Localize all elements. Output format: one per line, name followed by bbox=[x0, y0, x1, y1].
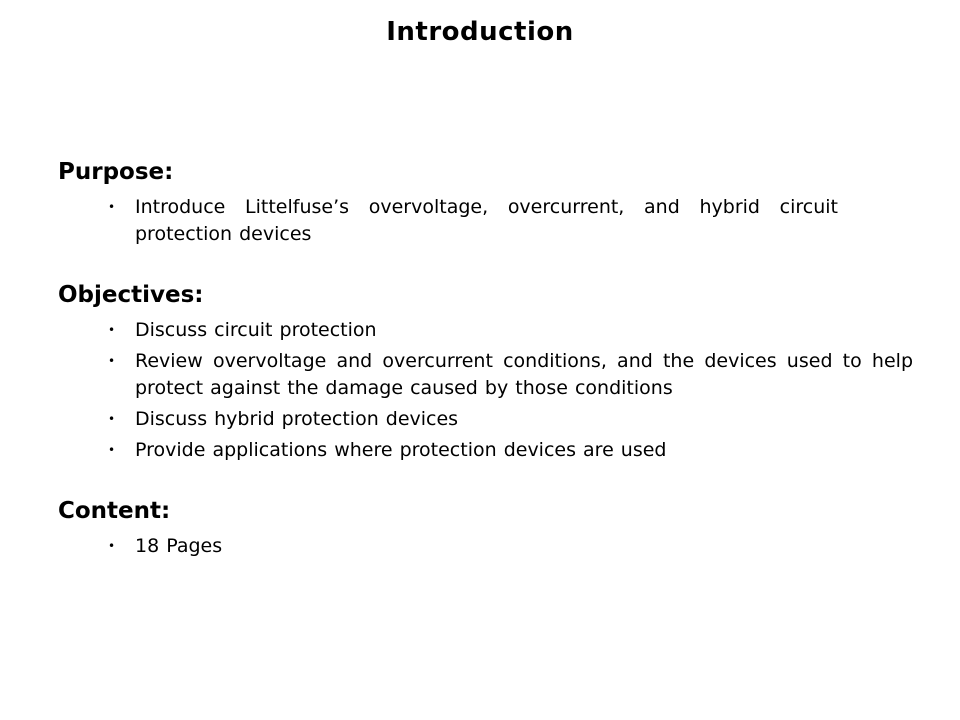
purpose-bullet-list bbox=[58, 194, 920, 248]
bullet-icon: • bbox=[108, 412, 116, 426]
bullet-text: Discuss circuit protection bbox=[135, 319, 377, 341]
section-content bbox=[58, 497, 920, 560]
bullet-text: Introduce Littelfuse’s overvoltage, overcurrent, and hybrid circuit protection devices bbox=[135, 196, 838, 245]
bullet-text: Provide applications where protection devices are used bbox=[135, 439, 667, 461]
bullet-icon: • bbox=[108, 323, 116, 337]
objectives-heading: Objectives: bbox=[58, 282, 204, 308]
list-item bbox=[58, 406, 920, 433]
bullet-icon: • bbox=[108, 200, 116, 214]
list-item bbox=[58, 533, 920, 560]
bullet-text: Review overvoltage and overcurrent conditions, and the devices used to help protect against the damage caused by those conditions bbox=[135, 350, 913, 399]
list-item bbox=[58, 317, 920, 344]
section-purpose bbox=[58, 158, 920, 248]
list-item bbox=[58, 437, 920, 464]
bullet-text: 18 Pages bbox=[135, 535, 223, 557]
content-bullet-list bbox=[58, 533, 920, 560]
bullet-icon: • bbox=[108, 443, 116, 457]
bullet-text: Discuss hybrid protection devices bbox=[135, 408, 459, 430]
list-item bbox=[58, 194, 920, 248]
content-heading: Content: bbox=[58, 498, 171, 524]
list-item bbox=[58, 348, 920, 402]
objectives-bullet-list bbox=[58, 317, 920, 464]
slide-body bbox=[0, 158, 960, 560]
slide-title: Introduction bbox=[386, 17, 574, 47]
bullet-icon: • bbox=[108, 354, 116, 368]
section-objectives bbox=[58, 281, 920, 464]
bullet-icon: • bbox=[108, 539, 116, 553]
purpose-heading: Purpose: bbox=[58, 159, 174, 185]
